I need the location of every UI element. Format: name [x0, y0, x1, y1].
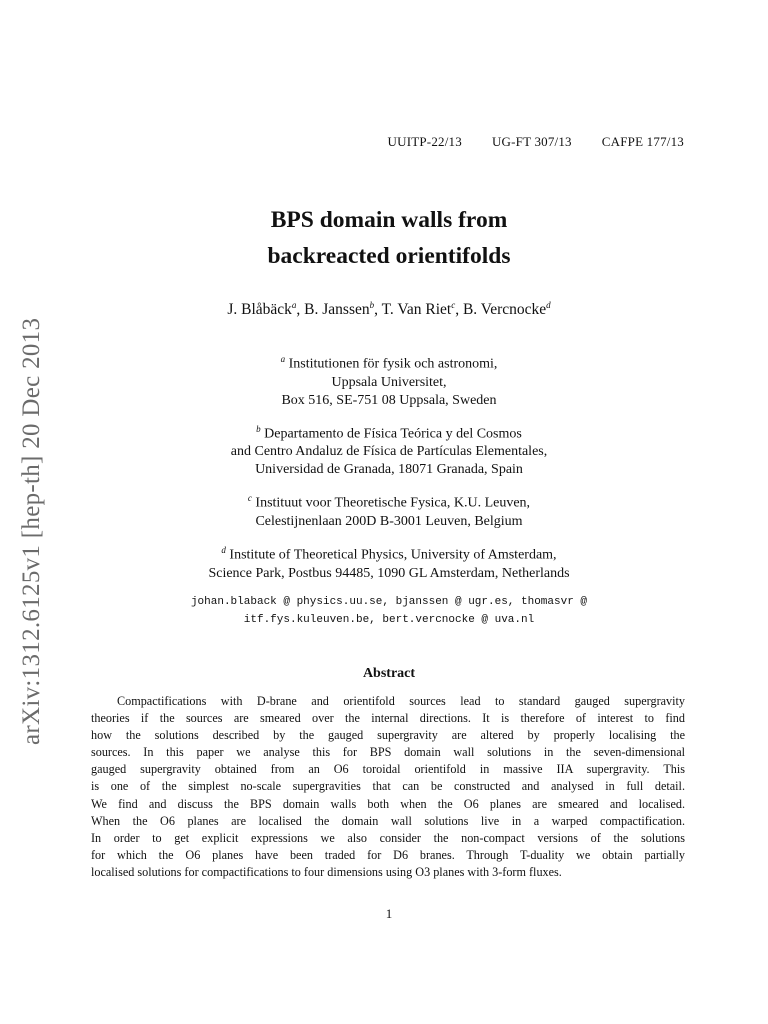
abstract-line: theories if the sources are smeared over the internal directions. It is therefore of interest to find — [91, 711, 685, 726]
affiliation-a — [0, 350, 768, 410]
affiliation-mark: b — [256, 423, 261, 434]
affiliation-line: Departamento de Física Teórica y del Cosmos — [264, 426, 522, 442]
abstract-line: how the solutions described by the gauged supergravity are altered by properly localising the — [91, 728, 685, 743]
email-line: itf.fys.kuleuven.be, bert.vercnocke @ uva.nl — [243, 614, 535, 626]
author-name: B. Vercnocke — [462, 301, 547, 319]
affiliation-line: Celestijnenlaan 200D B-3001 Leuven, Belgium — [255, 513, 523, 529]
affiliation-line: Institutionen för fysik och astronomi, — [288, 356, 498, 372]
affiliation-line: Universidad de Granada, 18071 Granada, Spain — [255, 462, 523, 478]
affiliation-mark: d — [221, 544, 226, 555]
author-list — [0, 300, 768, 319]
email-block — [0, 593, 768, 629]
abstract-line: gauged supergravity obtained from an O6 toroidal orientifold in massive IIA supergravity. This — [91, 762, 685, 777]
author-name: B. Janssen — [304, 301, 370, 319]
affiliation-mark: a — [291, 300, 297, 310]
affiliation-mark: b — [369, 300, 375, 310]
report-number: UUITP-22/13 — [387, 134, 462, 149]
affiliation-mark: a — [280, 354, 286, 364]
abstract-heading: Abstract — [362, 666, 416, 681]
author-separator: , — [296, 301, 305, 319]
affiliations — [0, 350, 768, 593]
affiliation-b — [0, 420, 768, 480]
page-number: 1 — [385, 906, 393, 921]
abstract-line: Compactifications with D-brane and orientifold sources lead to standard gauged supergravity — [117, 694, 685, 708]
author-separator: , — [374, 301, 382, 319]
affiliation-line: and Centro Andaluz de Física de Partículas Elementales, — [230, 444, 548, 460]
author-separator: , — [455, 301, 463, 319]
report-number: UG-FT 307/13 — [491, 134, 572, 149]
affiliation-line: Science Park, Postbus 94485, 1090 GL Amsterdam, Netherlands — [208, 565, 570, 581]
affiliation-line: Box 516, SE-751 08 Uppsala, Sweden — [281, 392, 497, 408]
abstract-line: When the O6 planes are localised the domain wall solutions live in a warped compactification. — [91, 813, 685, 828]
affiliation-line: Uppsala Universitet, — [331, 374, 447, 390]
title-line: BPS domain walls from — [270, 207, 508, 233]
affiliation-mark: c — [247, 493, 252, 504]
abstract-line: We find and discuss the BPS domain walls both when the O6 planes are smeared and localised. — [91, 796, 685, 811]
title-line: backreacted orientifolds — [267, 243, 511, 269]
abstract-line: In order to get explicit expressions we also consider the non-compact versions of the solutions — [91, 830, 685, 845]
abstract-body — [91, 693, 685, 881]
report-number: CAFPE 177/13 — [601, 134, 684, 149]
affiliation-d — [0, 541, 768, 583]
abstract-line: sources. In this paper we analyse this for BPS domain wall solutions in the seven-dimensional — [91, 745, 685, 760]
abstract-line: for which the O6 planes have been traded for D6 branes. Through T-duality we obtain partially — [91, 847, 685, 862]
affiliation-mark: d — [546, 300, 551, 310]
arxiv-stamp: arXiv:1312.6125v1 [hep-th] 20 Dec 2013 — [18, 317, 45, 745]
author-name: T. Van Riet — [381, 301, 452, 319]
email-line: johan.blaback @ physics.uu.se, bjanssen @ ugr.es, thomasvr @ — [190, 596, 588, 608]
affiliation-line: Instituut voor Theoretische Fysica, K.U. Leuven, — [255, 495, 531, 511]
affiliation-line: Institute of Theoretical Physics, University of Amsterdam, — [229, 547, 557, 563]
abstract-line: localised solutions for compactifications to four dimensions using O3 planes with 3-form fluxes. — [91, 864, 562, 879]
abstract-line: is one of the simplest no-scale supergravities that can be constructed and analysed in full detail. — [91, 779, 685, 794]
affiliation-c — [0, 489, 768, 531]
report-numbers — [388, 134, 684, 150]
paper-title — [0, 202, 768, 274]
affiliation-mark: c — [451, 300, 456, 310]
author-name: J. Blåbäck — [227, 301, 292, 319]
